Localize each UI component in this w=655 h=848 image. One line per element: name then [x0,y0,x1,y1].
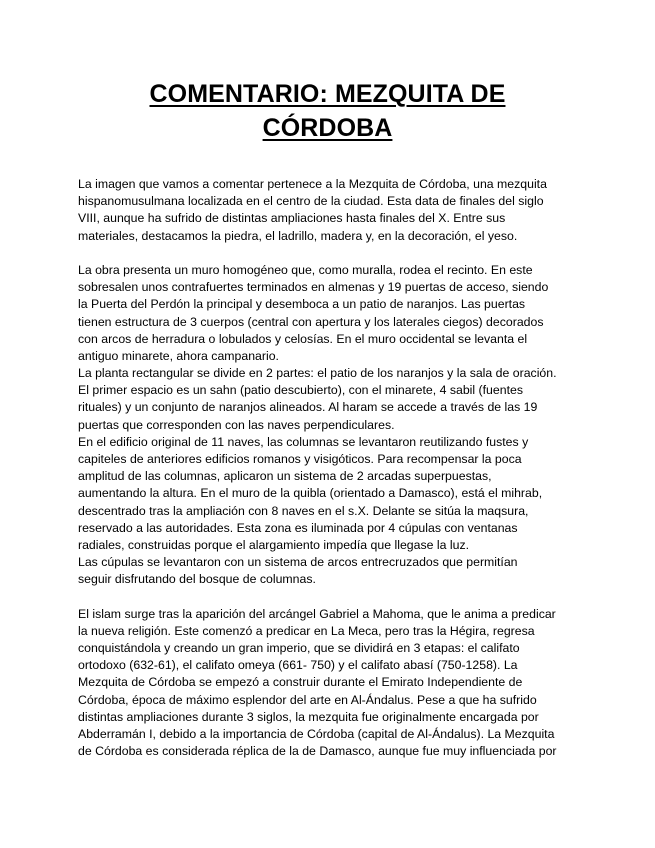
text-line: rituales) y un conjunto de naranjos alineados. Al haram se accede a través de las 19 [78,400,538,415]
title-line: COMENTARIO: MEZQUITA DE [149,80,506,108]
text-line: radiales, construidas porque el alargamiento impedía que llegase la luz. [78,537,470,552]
text-line: sobresalen unos contrafuertes terminados en almenas y 19 puertas de acceso, siendo [78,280,549,295]
text-line: la nueva religión. Este comenzó a predicar en La Meca, pero tras la Hégira, regresa [78,623,535,638]
text-line: Abderramán I, debido a la importancia de Córdoba (capital de Al-Ándalus). La Mezquita [78,727,555,741]
text-line: conquistándola y creando un gran imperio, que se dividirá en 3 etapas: el califato [78,641,520,656]
text-line: La planta rectangular se divide en 2 partes: el patio de los naranjos y la sala de oración. [78,366,557,381]
text-line: capiteles de anteriores edificios romanos y visigóticos. Para recompensar la poca [78,452,522,466]
page-title [60,77,595,145]
text-line: Las cúpulas se levantaron con un sistema de arcos entrecruzados que permitían [78,555,518,570]
text-line: aumentando la altura. En el muro de la quibla (orientado a Damasco), está el mihrab, [78,486,543,501]
paragraph-2 [78,262,598,589]
text-line: seguir disfrutando del bosque de columnas. [78,572,316,587]
text-line: antiguo minarete, ahora campanario. [78,348,279,363]
paragraph-1 [78,176,598,245]
text-line: amplitud de las columnas, aplicaron un sistema de 2 arcadas superpuestas, [78,469,492,484]
text-line: materiales, destacamos la piedra, el ladrillo, madera y, en la decoración, el yeso. [78,228,518,243]
text-line: reservado a las autoridades. Esta zona es iluminada por 4 cúpulas con ventanas [78,520,518,535]
text-line: VIII, aunque ha sufrido de distintas ampliaciones hasta finales del X. Entre sus [78,211,506,226]
text-line: puertas que corresponden con las naves perpendiculares. [78,417,395,432]
paragraph-3 [78,606,598,761]
paragraph-spacer [78,589,598,606]
title-line: CÓRDOBA [262,114,393,142]
text-line: En el edificio original de 11 naves, las columnas se levantaron reutilizando fustes y [78,434,529,449]
paragraph-spacer [78,245,598,262]
text-line: descentrado tras la ampliación con 8 naves en el s.X. Delante se sitúa la maqsura, [78,503,529,518]
text-line: ortodoxo (632-61), el califato omeya (661- 750) y el califato abasí (750-1258). La [78,658,518,673]
text-line: distintas ampliaciones durante 3 siglos, la mezquita fue originalmente encargada por [78,709,539,724]
text-line: la Puerta del Perdón la principal y desemboca a un patio de naranjos. Las puertas [78,297,526,312]
text-line: hispanomusulmana localizada en el centro de la ciudad. Esta data de finales del siglo [78,194,544,209]
text-line: La obra presenta un muro homogéneo que, como muralla, rodea el recinto. En este [78,262,533,277]
body-text [78,176,598,760]
text-line: Mezquita de Córdoba se empezó a construir durante el Emirato Independiente de [78,675,523,690]
text-line: de Córdoba es considerada réplica de la de Damasco, aunque fue muy influenciada por [78,744,557,759]
text-line: La imagen que vamos a comentar pertenece a la Mezquita de Córdoba, una mezquita [78,177,547,191]
text-line: con arcos de herradura o lobulados y celosías. En el muro occidental se levanta el [78,331,528,346]
text-line: Córdoba, época de máximo esplendor del arte en Al-Ándalus. Pese a que ha sufrido [78,692,537,707]
text-line: El islam surge tras la aparición del arcángel Gabriel a Mahoma, que le anima a predicar [78,606,556,621]
text-line: El primer espacio es un sahn (patio descubierto), con el minarete, 4 sabil (fuentes [78,383,523,398]
text-line: tienen estructura de 3 cuerpos (central con apertura y los laterales ciegos) decorados [78,314,544,329]
